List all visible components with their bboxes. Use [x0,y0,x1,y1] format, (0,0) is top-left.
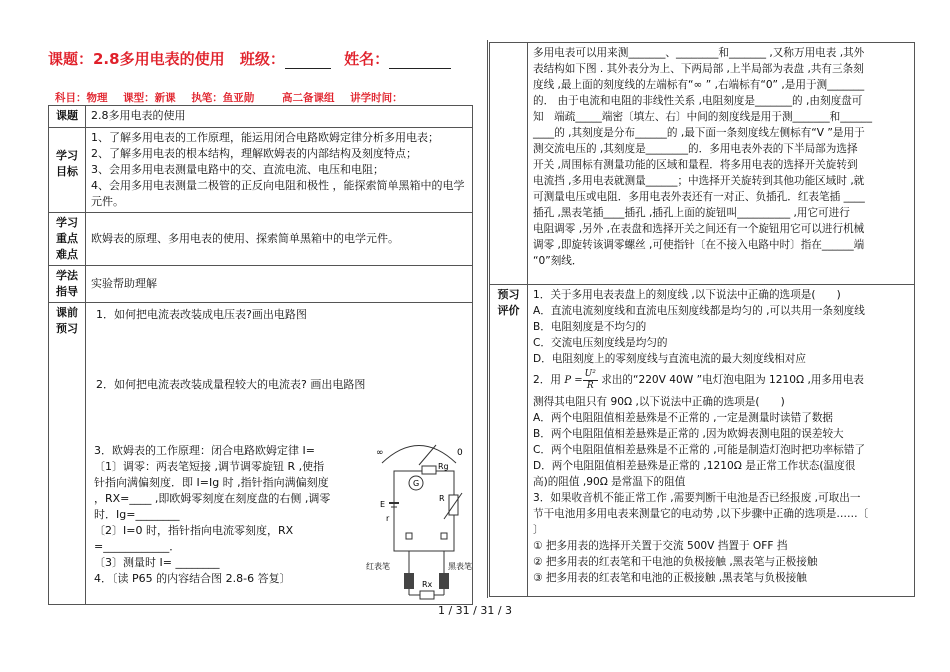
meta-line [55,90,415,105]
lesson-title: 课题：2.8多用电表的使用 [48,50,225,68]
review-q1-line: C．交流电压刻度线是均匀的 [533,337,668,349]
review-q1-line: A．直流电流刻度线和直流电压刻度线都是均匀的 ,可以共用一条刻度线 [533,305,865,317]
intro-line: 调零 ,即旋转该调零螺丝 ,可使指针〔在不接入电路中时〕指在______端 [533,239,865,251]
key-value: 欧姆表的原理、多用电表的使用、探索简单黑箱中的电学元件。 [86,213,473,266]
right-lesson-table [489,42,915,597]
pointer [419,445,436,465]
black-probe-label: 黑表笔 [448,562,472,571]
class-label: 班级： [239,50,285,68]
meta-type: 课型：新课 [123,92,176,104]
method-value: 实验帮助理解 [86,266,473,303]
review-q3-line: ③ 把多用表的红表笔和电池的正极接触 ,黑表笔与负极接触 [533,572,807,584]
black-probe [439,573,449,589]
ohmmeter-diagram [364,433,474,603]
infinity-label: ∞ [376,448,384,458]
q3-line: ，RX=____ ,即欧姆零刻度在刻度盘的右侧 ,调零 [94,492,331,505]
red-probe-label: 红表笔 [366,562,390,571]
review-label: 预习评价 [490,285,528,597]
g-label: G [413,479,420,488]
intro-line: “0”刻线． [533,255,583,267]
intro-line: 开关 ,周围标有测量功能的区域和量程．将多用电表的选择开关旋转到 [533,159,858,171]
review-q2-line: 高)的阻值 ,90Ω 是常温下的阻值 [533,476,686,488]
intro-line: 多用电表可以用来测_______、________和_______ ,又称万用电表 ,其外 [533,47,865,59]
red-probe [404,573,414,589]
preview-label: 课前预习 [49,303,86,605]
review-q3-line: 3．如果收音机不能正常工作 ,需要判断干电池是否已经报废 ,可取出一 [533,492,861,504]
intro-empty-label [490,43,528,285]
intro-line: 度线 ,最上面的刻度线的左端标有“∞ ” ,右端标有“0” ,是用于测_______ [533,79,865,91]
left-lesson-table [48,105,473,605]
review-q2-line: A．两个电阻阻值相差悬殊是不正常的 ,一定是测量时读错了数据 [533,412,834,424]
intro-line: 插孔 ,黑表笔插____插孔 ,插孔上面的旋钮叫__________ ,用它可进行 [533,207,850,219]
page-title [48,48,451,69]
intro-line: 电阻调零 ,另外 ,在表盘和选择开关之间还有一个旋钮用它可以进行机械 [533,223,865,235]
review-q2-line: B．两个电阻阻值相差悬殊是正常的 ,因为欧姆表测电阻的误差较大 [533,428,844,440]
preview-q1: 1．如何把电流表改装成电压表?画出电路图 [96,308,307,321]
review-q2-suffix: 求出的“220V 40W ”电灯泡电阻为 1210Ω ,用多用电表 [601,374,864,386]
intro-line: 测交流电压的 ,其刻度是________的．多用电表外表的下半局部为选择 [533,143,858,155]
goal-item: 4、会用多用电表测量二极管的正反向电阻和极性 ，能探索简单黑箱中的电学元件。 [91,179,465,208]
scale-arc [382,446,456,464]
goal-item: 2、了解多用电表的根本结构，理解欧姆表的内部结构及刻度特点； [91,147,417,160]
rg-resistor [422,466,436,474]
formula-lhs: P = [564,375,583,386]
goals-label: 学习目标 [49,128,86,213]
meta-author: 执笔：鱼亚勋 [191,92,255,104]
page-number: 1 / 31 / 31 / 3 [437,604,513,617]
review-q2-line: 测得其电阻只有 90Ω ,以下说法中正确的选项是( ) [533,396,785,408]
formula-fraction [583,369,598,392]
key-label: 学习重点难点 [49,213,86,266]
review-q2-prefix: 2．用 [533,374,561,386]
intro-line: 可测量电压或电阻．多用电表外表还有一对正、负插孔．红表笔插 ____ [533,191,865,203]
q3-line: 〔1〕调零：两表笔短接 ,调节调零旋钮 R ,使指 [94,460,325,473]
intro-line: ____的 ,其刻度是分布______的 ,最下面一条刻度线左侧标有“V ”是用于 [533,127,865,139]
rx-resistor [420,591,434,599]
method-label: 学法指导 [49,266,86,303]
review-q1-line: 1．关于多用电表表盘上的刻度线 ,以下说法中正确的选项是( ) [533,289,841,301]
review-content [528,285,915,597]
name-label: 姓名： [344,50,390,68]
e-label: E [380,500,386,509]
meta-group: 高二备课组 [281,92,335,104]
topic-value: 2.8多用电表的使用 [86,106,473,128]
intro-text [528,43,915,285]
review-q2-first-line [533,367,909,394]
goal-item: 3、会用多用电表测量电路中的交、直流电流、电压和电阻； [91,163,384,176]
preview-content [86,303,473,605]
preview-q3 [94,443,360,587]
q3-line: =____________． [94,540,181,553]
name-blank[interactable] [389,68,451,69]
meta-time: 讲学时间： [350,92,403,104]
review-q1-line: B．电阻刻度是不均匀的 [533,321,647,333]
review-q1-line: D．电阻刻度上的零刻度线与直流电流的最大刻度线相对应 [533,353,806,365]
topic-label: 课题 [49,106,86,128]
zero-label: 0 [457,448,463,458]
intro-line: 的． 由于电流和电阻的非线性关系 ,电阻刻度是_______的 ,由刻度盘可 [533,95,863,107]
review-q2-line: D．两个电阻阻值相差悬殊是正常的 ,1210Ω 是正常工作状态(温度很 [533,460,856,472]
review-q2-line: C．两个电阻阻值相差悬殊是不正常的 ,可能是制造灯泡时把功率标错了 [533,444,865,456]
review-q3-line: ② 把多用表的红表笔和干电池的负极接触 ,黑表笔与正极接触 [533,556,818,568]
intro-line: 电流挡 ,多用电表就测量______；中选择开关旋转到其他功能区域时 ,就 [533,175,865,187]
meta-subject: 科目：物理 [55,92,108,104]
formula-denominator: R [586,380,594,391]
formula-numerator: U² [584,368,596,379]
red-terminal [406,533,412,539]
big-r-label: R [439,494,445,503]
rx-label: Rx [422,580,433,589]
intro-line: 知 端疏_____端密〔填左、右〕中间的刻度线是用于测_______和______ [533,111,872,123]
q3-line: 〔3〕测量时 I= ________ [94,556,220,569]
q3-line: 3．欧姆表的工作原理：闭合电路欧姆定律 I= [94,444,315,457]
class-blank[interactable] [285,68,331,69]
column-divider [487,40,488,598]
r-label: r [386,514,390,523]
goals-list [86,128,473,213]
rg-label: Rg [438,462,449,471]
q3-line: 针指向满偏刻度．即 I=Ig 时 ,指针指向满偏刻度 [94,476,329,489]
review-q3-line: 〕 [533,524,544,536]
preview-q2: 2．如何把电流表改装成量程较大的电流表? 画出电路图 [96,378,366,391]
goal-item: 1、了解多用电表的工作原理，能运用闭合电路欧姆定律分析多用电表； [91,131,439,144]
q3-line: 〔2〕I=0 时，指针指向电流零刻度，RX [94,524,294,537]
review-q3-line: ① 把多用表的选择开关置于交流 500V 挡置于 OFF 挡 [533,540,788,552]
black-terminal [441,533,447,539]
q3-line: 4．〔读 P65 的内容结合图 2.8-6 答复〕 [94,572,291,585]
intro-line: 表结构如下图 . 其外表分为上、下两局部 ,上半局部为表盘 ,共有三条刻 [533,63,864,75]
q3-line: 时．Ig=________ [94,508,180,521]
review-q3-line: 节干电池用多用电表来测量它的电动势 ,以下步骤中正确的选项是……〔 [533,508,869,520]
